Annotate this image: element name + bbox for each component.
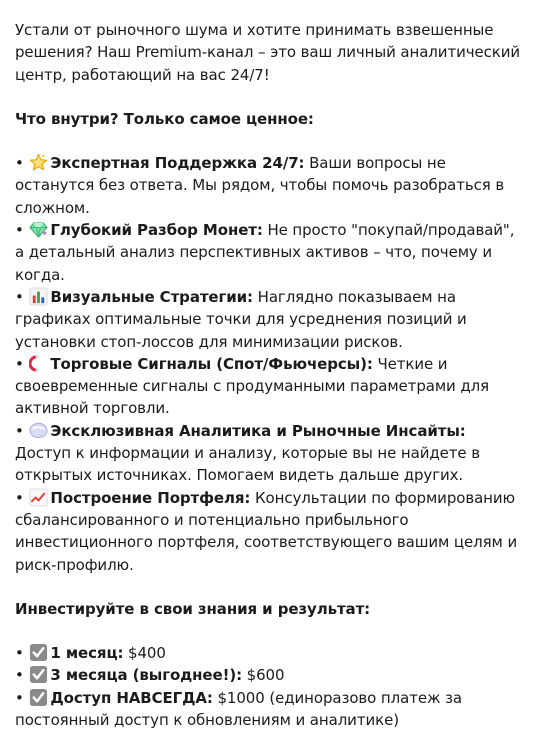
bullet: • xyxy=(15,154,24,173)
feature-item xyxy=(15,219,525,286)
bullet: • xyxy=(15,644,24,663)
feature-item xyxy=(15,152,525,219)
check-box-icon xyxy=(29,643,48,662)
invest-heading: Инвестируйте в свои знания и результат: xyxy=(15,599,371,618)
spacer xyxy=(15,130,525,152)
plan-item xyxy=(15,687,525,731)
plan-title: Доступ НАВСЕГДА: xyxy=(50,688,213,707)
crystal-ball-icon xyxy=(29,421,48,440)
plan-item xyxy=(15,642,525,664)
intro-text: Устали от рыночного шума и хотите принимать взвешенные решения? Наш Premium-канал – это ваш личный аналитический центр, работающий на вас 24/7! xyxy=(15,21,521,84)
bullet: • xyxy=(15,287,24,306)
feature-text: Ваши вопросы не останутся без ответа. Мы рядом, чтобы помочь разобраться в сложном. xyxy=(15,154,505,217)
plan-item xyxy=(15,664,525,686)
feature-title: Построение Портфеля: xyxy=(50,488,251,507)
bar-chart-icon xyxy=(29,287,48,306)
feature-text: Доступ к информации и анализу, которые вы не найдете в открытых источниках. Помогаем видеть дальше других. xyxy=(15,444,480,485)
star-icon xyxy=(29,153,48,172)
plan-title: 1 месяц: xyxy=(50,644,124,663)
feature-text: Наглядно показываем на графиках оптимальные точки для усреднения позиций и установки стоп-лоссов для минимизации рисков. xyxy=(15,287,467,351)
feature-item xyxy=(15,286,525,353)
feature-text: Консультации по формированию сбалансированного и потенциально прибыльного инвестиционного портфеля, соответствующего вашим целям и риск-профилю. xyxy=(15,488,518,574)
check-box-icon xyxy=(29,688,48,707)
inside-heading: Что внутри? Только самое ценное: xyxy=(15,109,314,128)
feature-item xyxy=(15,353,525,420)
spacer xyxy=(15,576,525,598)
feature-title: Эксклюзивная Аналитика и Рыночные Инсайты: xyxy=(50,421,466,440)
feature-title: Торговые Сигналы (Спот/Фьючерсы): xyxy=(50,354,373,373)
feature-item xyxy=(15,420,525,487)
gem-icon xyxy=(29,220,48,239)
feature-text: Не просто "покупай/продавай", а детальный анализ перспективных активов – что, почему и когда. xyxy=(15,221,515,284)
feature-text: Четкие и своевременные сигналы с продуманными параметрами для активной торговли. xyxy=(15,354,490,418)
feature-item xyxy=(15,487,525,576)
bullet: • xyxy=(15,221,24,240)
spacer xyxy=(15,620,525,642)
trend-up-chart-icon xyxy=(29,488,48,507)
feature-title: Визуальные Стратегии: xyxy=(50,287,253,306)
plan-title: 3 месяца (выгоднее!): xyxy=(50,666,242,685)
bullet: • xyxy=(15,688,24,707)
spacer xyxy=(15,86,525,108)
bullet: • xyxy=(15,354,24,373)
magnet-icon xyxy=(29,354,48,373)
plan-price: $1000 (единоразово платеж за постоянный доступ к обновлениям и аналитике) xyxy=(15,688,463,730)
check-box-icon xyxy=(29,665,48,684)
bullet: • xyxy=(15,421,24,440)
plan-price: $400 xyxy=(123,644,166,663)
feature-title: Глубокий Разбор Монет: xyxy=(50,221,263,240)
bullet: • xyxy=(15,488,24,507)
plan-price: $600 xyxy=(241,666,285,685)
bullet: • xyxy=(15,666,24,685)
feature-title: Экспертная Поддержка 24/7: xyxy=(50,154,305,173)
